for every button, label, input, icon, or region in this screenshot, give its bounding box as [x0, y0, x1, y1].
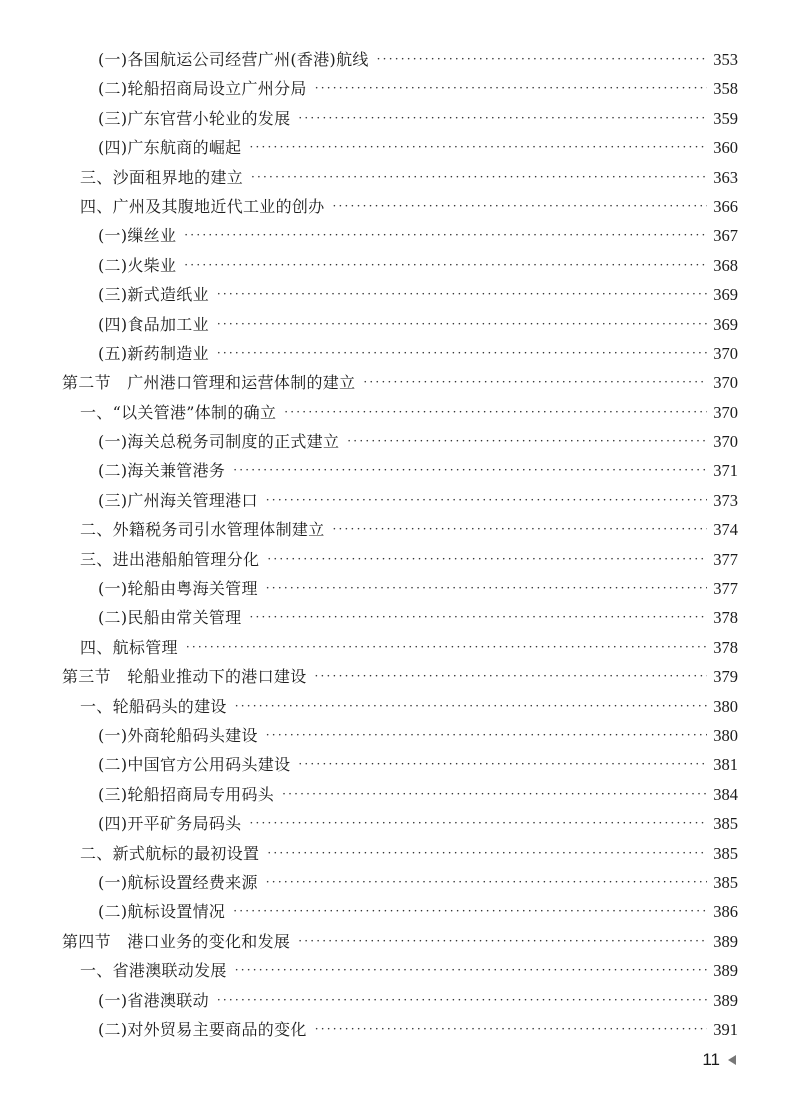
toc-entry-title: (三)广东官营小轮业的发展: [98, 108, 291, 128]
toc-entry-page: 386: [713, 902, 738, 922]
toc-item-entry: [62, 427, 738, 456]
toc-entry-page: 380: [713, 696, 738, 716]
toc-entry-title: (二)航标设置情况: [98, 902, 226, 922]
toc-item-entry: [62, 339, 738, 368]
toc-entry-title: (三)轮船招商局专用码头: [98, 784, 275, 804]
dot-leader: [315, 1015, 708, 1044]
toc-item-entry: [62, 809, 738, 838]
toc-entry-page: 370: [713, 402, 738, 422]
toc-subsection-entry: [62, 163, 738, 192]
toc-subsection-entry: [62, 839, 738, 868]
toc-entry-title: 三、沙面租界地的建立: [80, 167, 244, 187]
toc-entry-page: 389: [713, 961, 738, 981]
toc-entry-title: 第二节 广州港口管理和运营体制的建立: [62, 373, 356, 393]
toc-subsection-entry: [62, 398, 738, 427]
toc-entry-title: (二)对外贸易主要商品的变化: [98, 1019, 307, 1039]
toc-entry-page: 370: [713, 373, 738, 393]
toc-item-entry: [62, 603, 738, 632]
toc-entry-page: 369: [713, 314, 738, 334]
toc-item-entry: [62, 74, 738, 103]
dot-leader: [186, 633, 707, 662]
toc-section-entry: [62, 662, 738, 691]
toc-entry-page: 384: [713, 784, 738, 804]
dot-leader: [266, 868, 707, 897]
toc-subsection-entry: [62, 956, 738, 985]
toc-entry-title: (二)中国官方公用码头建设: [98, 755, 291, 775]
toc-entry-page: 370: [713, 432, 738, 452]
toc-entry-title: (二)海关兼管港务: [98, 461, 226, 481]
toc-item-entry: [62, 104, 738, 133]
toc-entry-page: 369: [713, 285, 738, 305]
toc-item-entry: [62, 45, 738, 74]
toc-entry-page: 370: [713, 343, 738, 363]
toc-entry-title: (三)新式造纸业: [98, 285, 209, 305]
toc-entry-page: 385: [713, 843, 738, 863]
toc-entry-page: 373: [713, 490, 738, 510]
toc-entry-page: 371: [713, 461, 738, 481]
toc-entry-title: 二、外籍税务司引水管理体制建立: [80, 520, 325, 540]
dot-leader: [315, 662, 708, 691]
dot-leader: [184, 251, 707, 280]
dot-leader: [184, 221, 707, 250]
toc-entry-page: 385: [713, 872, 738, 892]
toc-subsection-entry: [62, 545, 738, 574]
toc-entry-page: 377: [713, 549, 738, 569]
toc-item-entry: [62, 868, 738, 897]
dot-leader: [250, 133, 708, 162]
toc-item-entry: [62, 310, 738, 339]
toc-item-entry: [62, 986, 738, 1015]
toc-item-entry: [62, 133, 738, 162]
dot-leader: [284, 398, 707, 427]
table-of-contents: [62, 45, 738, 1044]
dot-leader: [298, 104, 707, 133]
toc-entry-page: 367: [713, 226, 738, 246]
dot-leader: [267, 839, 707, 868]
dot-leader: [235, 692, 708, 721]
toc-item-entry: [62, 750, 738, 779]
toc-entry-title: (二)火柴业: [98, 255, 177, 275]
dot-leader: [217, 986, 707, 1015]
toc-item-entry: [62, 1015, 738, 1044]
dot-leader: [282, 780, 707, 809]
toc-item-entry: [62, 780, 738, 809]
toc-entry-page: 363: [713, 167, 738, 187]
toc-item-entry: [62, 251, 738, 280]
page-number: 11: [702, 1050, 720, 1069]
dot-leader: [298, 927, 707, 956]
dot-leader: [266, 574, 707, 603]
toc-subsection-entry: [62, 515, 738, 544]
toc-entry-title: 三、进出港船舶管理分化: [80, 549, 260, 569]
toc-item-entry: [62, 456, 738, 485]
toc-entry-title: 一、省港澳联动发展: [80, 961, 227, 981]
toc-item-entry: [62, 897, 738, 926]
toc-entry-title: (一)航标设置经费来源: [98, 872, 258, 892]
toc-entry-page: 374: [713, 520, 738, 540]
toc-entry-page: 358: [713, 79, 738, 99]
toc-item-entry: [62, 574, 738, 603]
toc-entry-title: 一、轮船码头的建设: [80, 696, 227, 716]
dot-leader: [333, 192, 708, 221]
toc-entry-page: 391: [713, 1019, 738, 1039]
toc-entry-title: (一)海关总税务司制度的正式建立: [98, 432, 340, 452]
dot-leader: [251, 163, 707, 192]
toc-entry-page: 366: [713, 196, 738, 216]
toc-entry-title: 一、“以关管港”体制的确立: [80, 402, 277, 422]
dot-leader: [217, 339, 707, 368]
toc-entry-page: 378: [713, 608, 738, 628]
toc-entry-page: 378: [713, 637, 738, 657]
toc-entry-page: 359: [713, 108, 738, 128]
toc-entry-page: 389: [713, 931, 738, 951]
toc-entry-title: 四、航标管理: [80, 637, 178, 657]
toc-entry-title: (一)外商轮船码头建设: [98, 725, 258, 745]
dot-leader: [267, 545, 707, 574]
toc-item-entry: [62, 721, 738, 750]
toc-entry-title: (一)各国航运公司经营广州(香港)航线: [98, 50, 369, 69]
dot-leader: [347, 427, 707, 456]
dot-leader: [363, 368, 707, 397]
toc-entry-page: 353: [713, 50, 738, 69]
dot-leader: [266, 721, 707, 750]
dot-leader: [333, 515, 708, 544]
dot-leader: [233, 456, 707, 485]
toc-entry-title: (四)开平矿务局码头: [98, 814, 242, 834]
toc-section-entry: [62, 368, 738, 397]
toc-entry-title: (一)缫丝业: [98, 226, 177, 246]
dot-leader: [235, 956, 708, 985]
toc-entry-page: 379: [713, 667, 738, 687]
toc-entry-title: 第三节 轮船业推动下的港口建设: [62, 667, 307, 687]
toc-entry-page: 360: [713, 138, 738, 158]
toc-entry-title: 第四节 港口业务的变化和发展: [62, 931, 291, 951]
triangle-left-icon: [728, 1055, 736, 1065]
toc-entry-title: 二、新式航标的最初设置: [80, 843, 260, 863]
page-footer: [702, 1050, 736, 1070]
dot-leader: [250, 809, 708, 838]
dot-leader: [250, 603, 708, 632]
toc-entry-title: (四)食品加工业: [98, 314, 209, 334]
toc-entry-title: (一)轮船由粤海关管理: [98, 579, 258, 599]
toc-entry-page: 389: [713, 990, 738, 1010]
toc-entry-title: (二)民船由常关管理: [98, 608, 242, 628]
dot-leader: [298, 750, 707, 779]
toc-item-entry: [62, 221, 738, 250]
toc-entry-title: 四、广州及其腹地近代工业的创办: [80, 196, 325, 216]
dot-leader: [377, 45, 708, 74]
toc-item-entry: [62, 280, 738, 309]
toc-entry-title: (一)省港澳联动: [98, 990, 209, 1010]
toc-subsection-entry: [62, 192, 738, 221]
dot-leader: [217, 310, 707, 339]
toc-entry-title: (二)轮船招商局设立广州分局: [98, 79, 307, 99]
toc-subsection-entry: [62, 633, 738, 662]
toc-entry-page: 381: [713, 755, 738, 775]
toc-item-entry: [62, 486, 738, 515]
dot-leader: [266, 486, 707, 515]
toc-entry-title: (三)广州海关管理港口: [98, 490, 258, 510]
dot-leader: [217, 280, 707, 309]
dot-leader: [315, 74, 708, 103]
dot-leader: [233, 897, 707, 926]
toc-entry-page: 385: [713, 814, 738, 834]
toc-entry-page: 377: [713, 579, 738, 599]
toc-entry-title: (四)广东航商的崛起: [98, 138, 242, 158]
toc-entry-page: 368: [713, 255, 738, 275]
toc-entry-page: 380: [713, 725, 738, 745]
toc-section-entry: [62, 927, 738, 956]
toc-subsection-entry: [62, 692, 738, 721]
toc-entry-title: (五)新药制造业: [98, 343, 209, 363]
